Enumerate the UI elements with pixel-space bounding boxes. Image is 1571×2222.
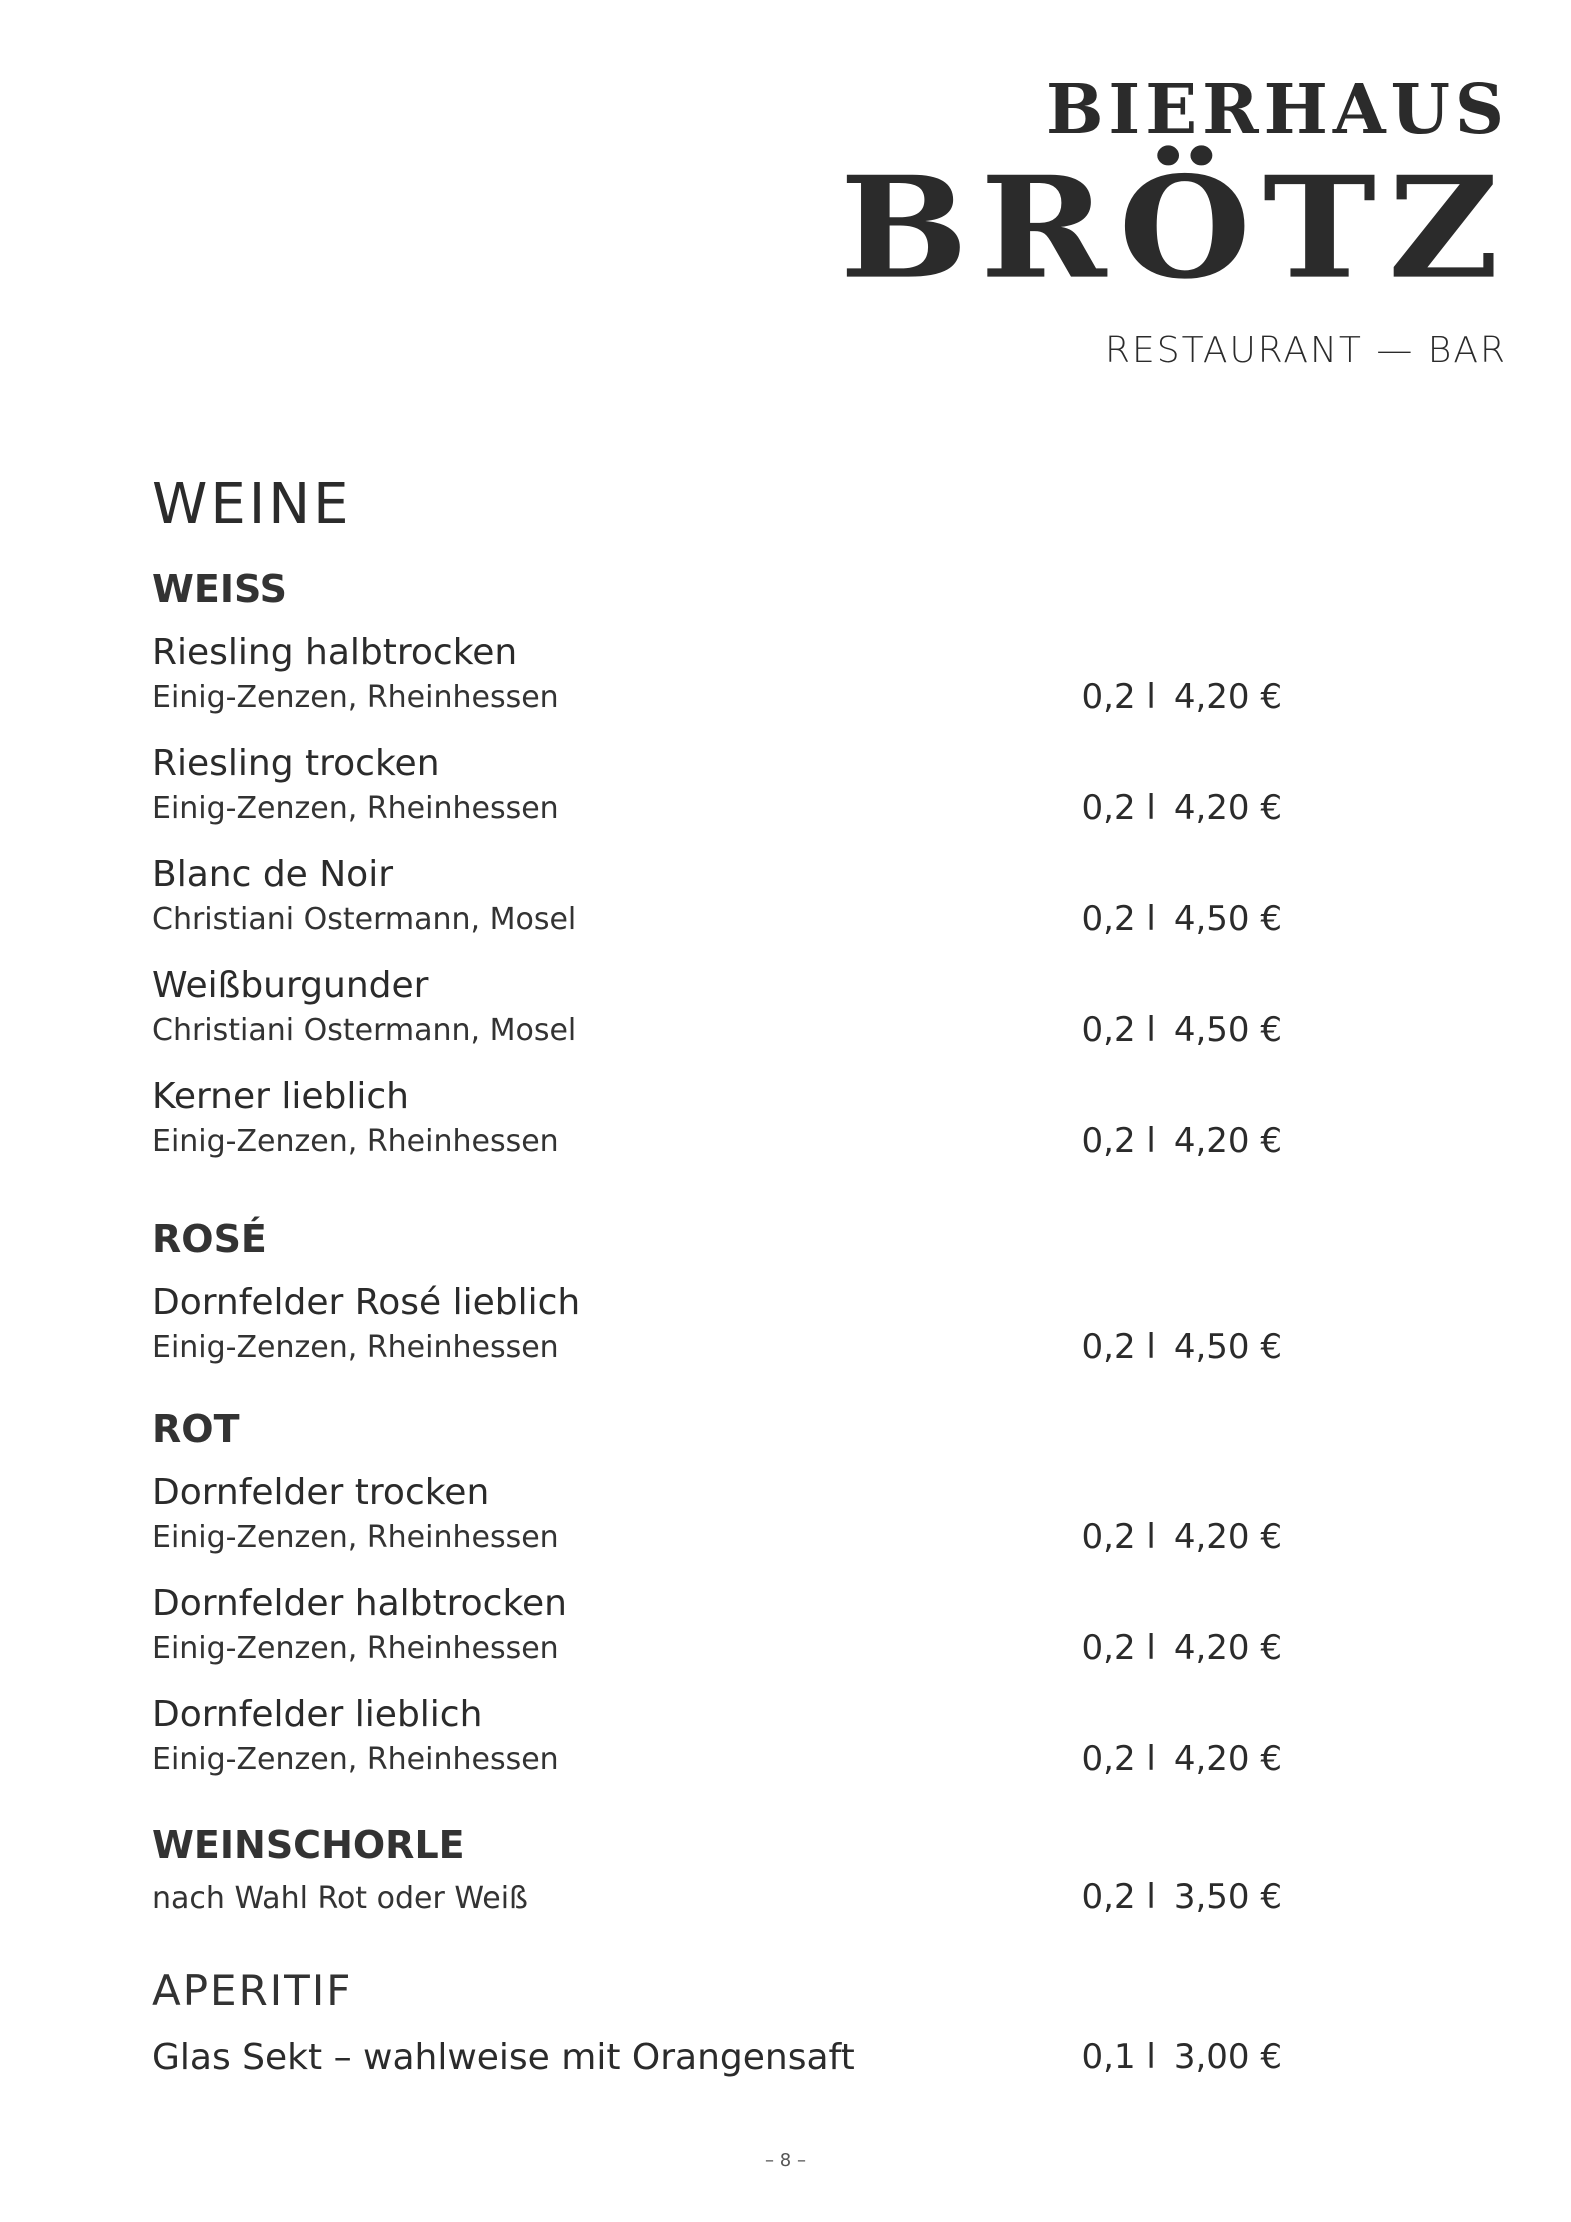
section-heading: APERITIF <box>152 1966 353 2015</box>
section-heading: ROSÉ <box>152 1217 267 1261</box>
item-origin: nach Wahl Rot oder Weiß <box>152 1881 528 1916</box>
item-name: Dornfelder lieblich <box>152 1694 483 1735</box>
item-name: Dornfelder trocken <box>152 1472 490 1513</box>
item-origin: Einig-Zenzen, Rheinhessen <box>152 791 559 826</box>
item-volume: 0,2 l <box>1081 1121 1156 1161</box>
section-heading: WEINSCHORLE <box>152 1823 465 1867</box>
item-volume: 0,2 l <box>1081 677 1156 717</box>
menu-item <box>152 854 1282 939</box>
item-volume: 0,2 l <box>1081 899 1156 939</box>
item-volume: 0,2 l <box>1081 1517 1156 1557</box>
item-volume: 0,2 l <box>1081 788 1156 828</box>
item-origin: Einig-Zenzen, Rheinhessen <box>152 680 559 715</box>
item-volume: 0,2 l <box>1081 1877 1156 1917</box>
item-price-value: 4,20 € <box>1173 1739 1282 1779</box>
item-price-value: 3,00 € <box>1173 2037 1282 2077</box>
menu-item <box>152 1282 1282 1367</box>
item-price <box>982 899 1282 939</box>
item-volume: 0,2 l <box>1081 1010 1156 1050</box>
item-name: Riesling halbtrocken <box>152 632 518 673</box>
item-volume: 0,1 l <box>1081 2037 1156 2077</box>
item-name: Dornfelder halbtrocken <box>152 1583 568 1624</box>
menu-item <box>152 1076 1282 1161</box>
item-origin: Einig-Zenzen, Rheinhessen <box>152 1520 559 1555</box>
menu-title: WEINE <box>152 472 352 537</box>
item-price <box>982 1877 1282 1917</box>
brand-name-top: BIERHAUS <box>1045 70 1509 150</box>
item-price <box>982 1327 1282 1367</box>
item-origin: Einig-Zenzen, Rheinhessen <box>152 1631 559 1666</box>
menu-item <box>152 1472 1282 1557</box>
item-price <box>982 788 1282 828</box>
item-name: Kerner lieblich <box>152 1076 409 1117</box>
item-price-value: 4,50 € <box>1173 899 1282 939</box>
item-price <box>982 1010 1282 1050</box>
item-price <box>982 2037 1282 2077</box>
menu-item <box>152 1694 1282 1779</box>
item-volume: 0,2 l <box>1081 1739 1156 1779</box>
item-origin: Christiani Ostermann, Mosel <box>152 902 577 937</box>
brand-subtitle: RESTAURANT — BAR <box>1105 330 1507 371</box>
menu-item <box>152 965 1282 1050</box>
item-origin: Einig-Zenzen, Rheinhessen <box>152 1742 559 1777</box>
menu-item <box>152 743 1282 828</box>
item-price <box>982 1739 1282 1779</box>
item-price-value: 4,50 € <box>1173 1010 1282 1050</box>
item-name: Weißburgunder <box>152 965 429 1006</box>
item-name: Glas Sekt – wahlweise mit Orangensaft <box>152 2037 855 2078</box>
item-price-value: 4,20 € <box>1173 677 1282 717</box>
item-name: Riesling trocken <box>152 743 440 784</box>
item-name: Blanc de Noir <box>152 854 394 895</box>
item-price-value: 4,20 € <box>1173 788 1282 828</box>
item-price-value: 4,20 € <box>1173 1628 1282 1668</box>
section-heading: WEISS <box>152 567 288 611</box>
item-price-value: 3,50 € <box>1173 1877 1282 1917</box>
item-volume: 0,2 l <box>1081 1628 1156 1668</box>
brand-name-main: BRÖTZ <box>839 145 1511 310</box>
item-origin: Christiani Ostermann, Mosel <box>152 1013 577 1048</box>
item-origin: Einig-Zenzen, Rheinhessen <box>152 1330 559 1365</box>
item-price-value: 4,50 € <box>1173 1327 1282 1367</box>
menu-item <box>152 2037 1282 2078</box>
item-price-value: 4,20 € <box>1173 1121 1282 1161</box>
page-number: – 8 – <box>765 2150 806 2171</box>
item-volume: 0,2 l <box>1081 1327 1156 1367</box>
item-price-value: 4,20 € <box>1173 1517 1282 1557</box>
item-price <box>982 1517 1282 1557</box>
section-heading: ROT <box>152 1407 240 1451</box>
item-origin: Einig-Zenzen, Rheinhessen <box>152 1124 559 1159</box>
item-price <box>982 1121 1282 1161</box>
item-name: Dornfelder Rosé lieblich <box>152 1282 581 1323</box>
menu-item <box>152 1583 1282 1668</box>
item-price <box>982 677 1282 717</box>
item-price <box>982 1628 1282 1668</box>
menu-item <box>152 632 1282 717</box>
